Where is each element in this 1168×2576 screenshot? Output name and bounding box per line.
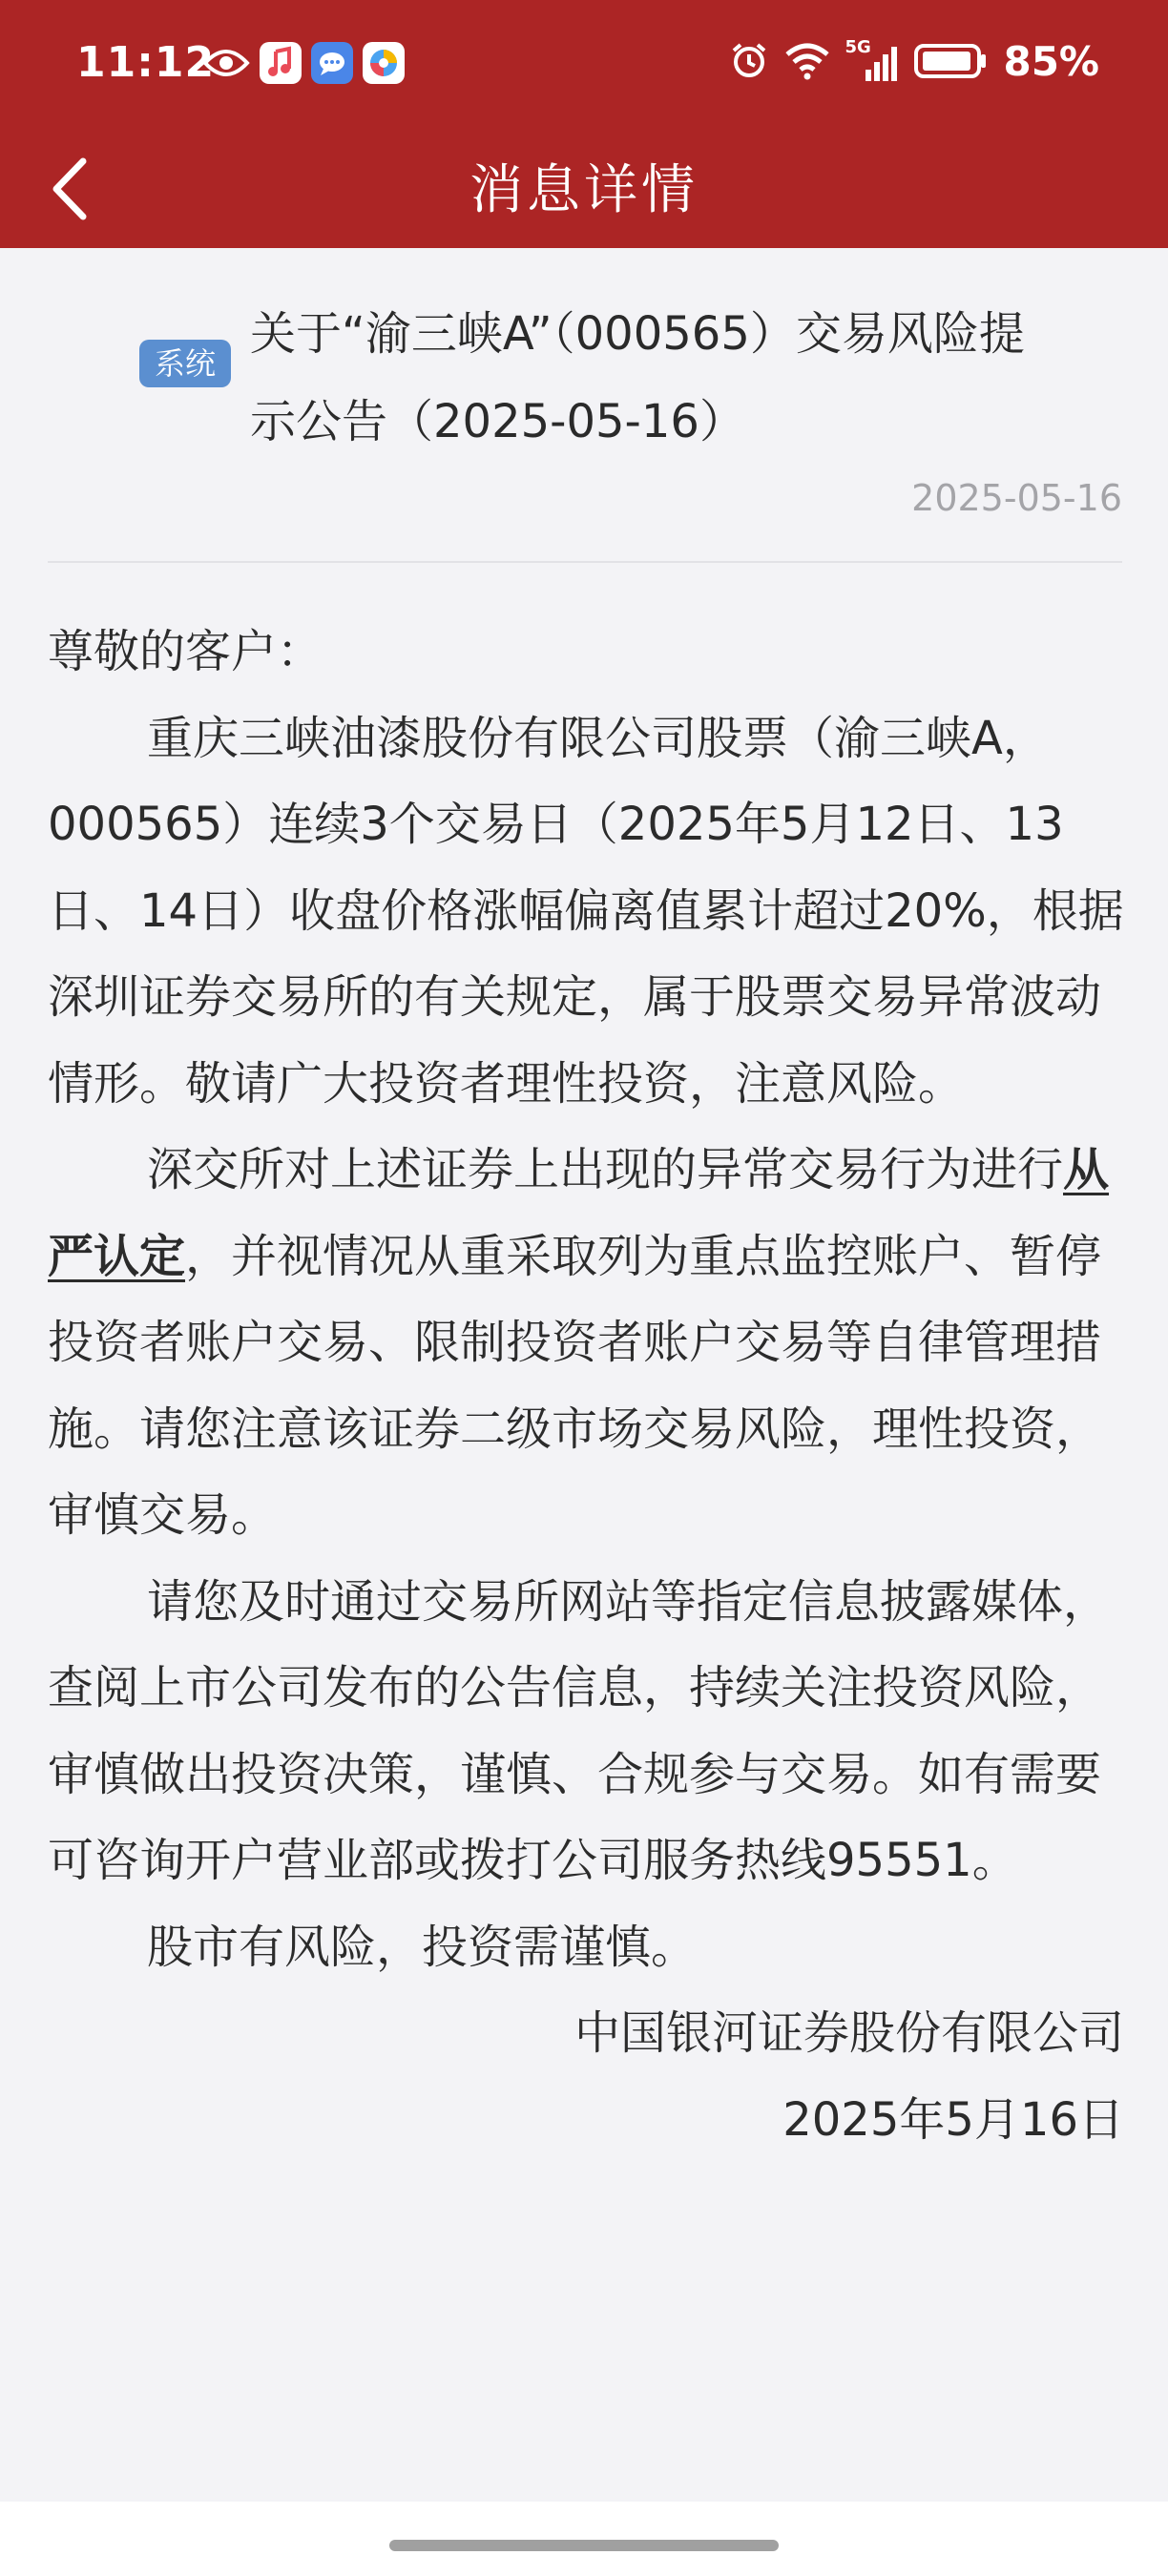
paragraph-2-end: ，并视情况从重采取列为重点监控账户、暂停投资者账户交易、限制投资者账户交易等自律管理措施。请您注意该证券二级市场交易风险，理性投资，审慎交易。 bbox=[48, 1229, 1102, 1542]
system-tag-badge: 系统 bbox=[139, 340, 231, 387]
network-type: 5G bbox=[845, 36, 871, 57]
eye-icon bbox=[202, 46, 250, 80]
message-app-icon bbox=[311, 42, 353, 84]
signature: 中国银河证券股份有限公司 bbox=[574, 2006, 1124, 2060]
status-time: 11:12 bbox=[76, 38, 216, 87]
wifi-icon bbox=[783, 39, 831, 85]
music-app-icon bbox=[260, 42, 302, 84]
browser-app-icon bbox=[363, 42, 405, 84]
signal-icon bbox=[845, 36, 900, 83]
home-indicator[interactable] bbox=[389, 2540, 779, 2551]
nav-bar bbox=[0, 134, 1168, 248]
status-icons-right bbox=[728, 38, 1099, 85]
page-title: 消息详情 bbox=[469, 159, 699, 221]
alarm-icon bbox=[728, 39, 770, 85]
paragraph-4: 股市有风险，投资需谨慎。 bbox=[147, 1920, 698, 1974]
gesture-bar bbox=[0, 2502, 1168, 2576]
battery-level: 85% bbox=[1003, 38, 1099, 85]
status-icons-left bbox=[202, 42, 405, 84]
divider bbox=[48, 561, 1122, 563]
message-body bbox=[48, 609, 1124, 2163]
emphasized-text: 从严认定 bbox=[48, 1143, 1110, 1283]
greeting: 尊敬的客户： bbox=[48, 625, 323, 678]
message-title: 关于“渝三峡A”（000565）交易风险提示公告（2025-05-16） bbox=[250, 307, 1025, 448]
message-header bbox=[0, 248, 1168, 563]
paragraph-2-start: 深交所对上述证券上出现的异常交易行为进行 bbox=[147, 1143, 1064, 1196]
message-detail bbox=[0, 248, 1168, 2502]
paragraph-1: 重庆三峡油漆股份有限公司股票（渝三峡A，000565）连续3个交易日（2025年5月12日、13日、14日）收盘价格涨幅偏离值累计超过20%，根据深圳证券交易所的有关规定，属于股票交易异常波动情形。敬请广大投资者理性投资，注意风险。 bbox=[48, 711, 1124, 1111]
paragraph-3: 请您及时通过交易所网站等指定信息披露媒体，查阅上市公司发布的公告信息，持续关注投资风险，审慎做出投资决策，谨慎、合规参与交易。如有需要可咨询开户营业部或拨打公司服务热线95551。 bbox=[48, 1574, 1110, 1887]
status-bar bbox=[0, 0, 1168, 134]
signature-date: 2025年5月16日 bbox=[782, 2092, 1124, 2147]
message-date: 2025-05-16 bbox=[911, 477, 1122, 519]
app-header bbox=[0, 0, 1168, 248]
battery-icon bbox=[913, 39, 990, 85]
paragraph-2 bbox=[48, 1127, 1124, 1559]
